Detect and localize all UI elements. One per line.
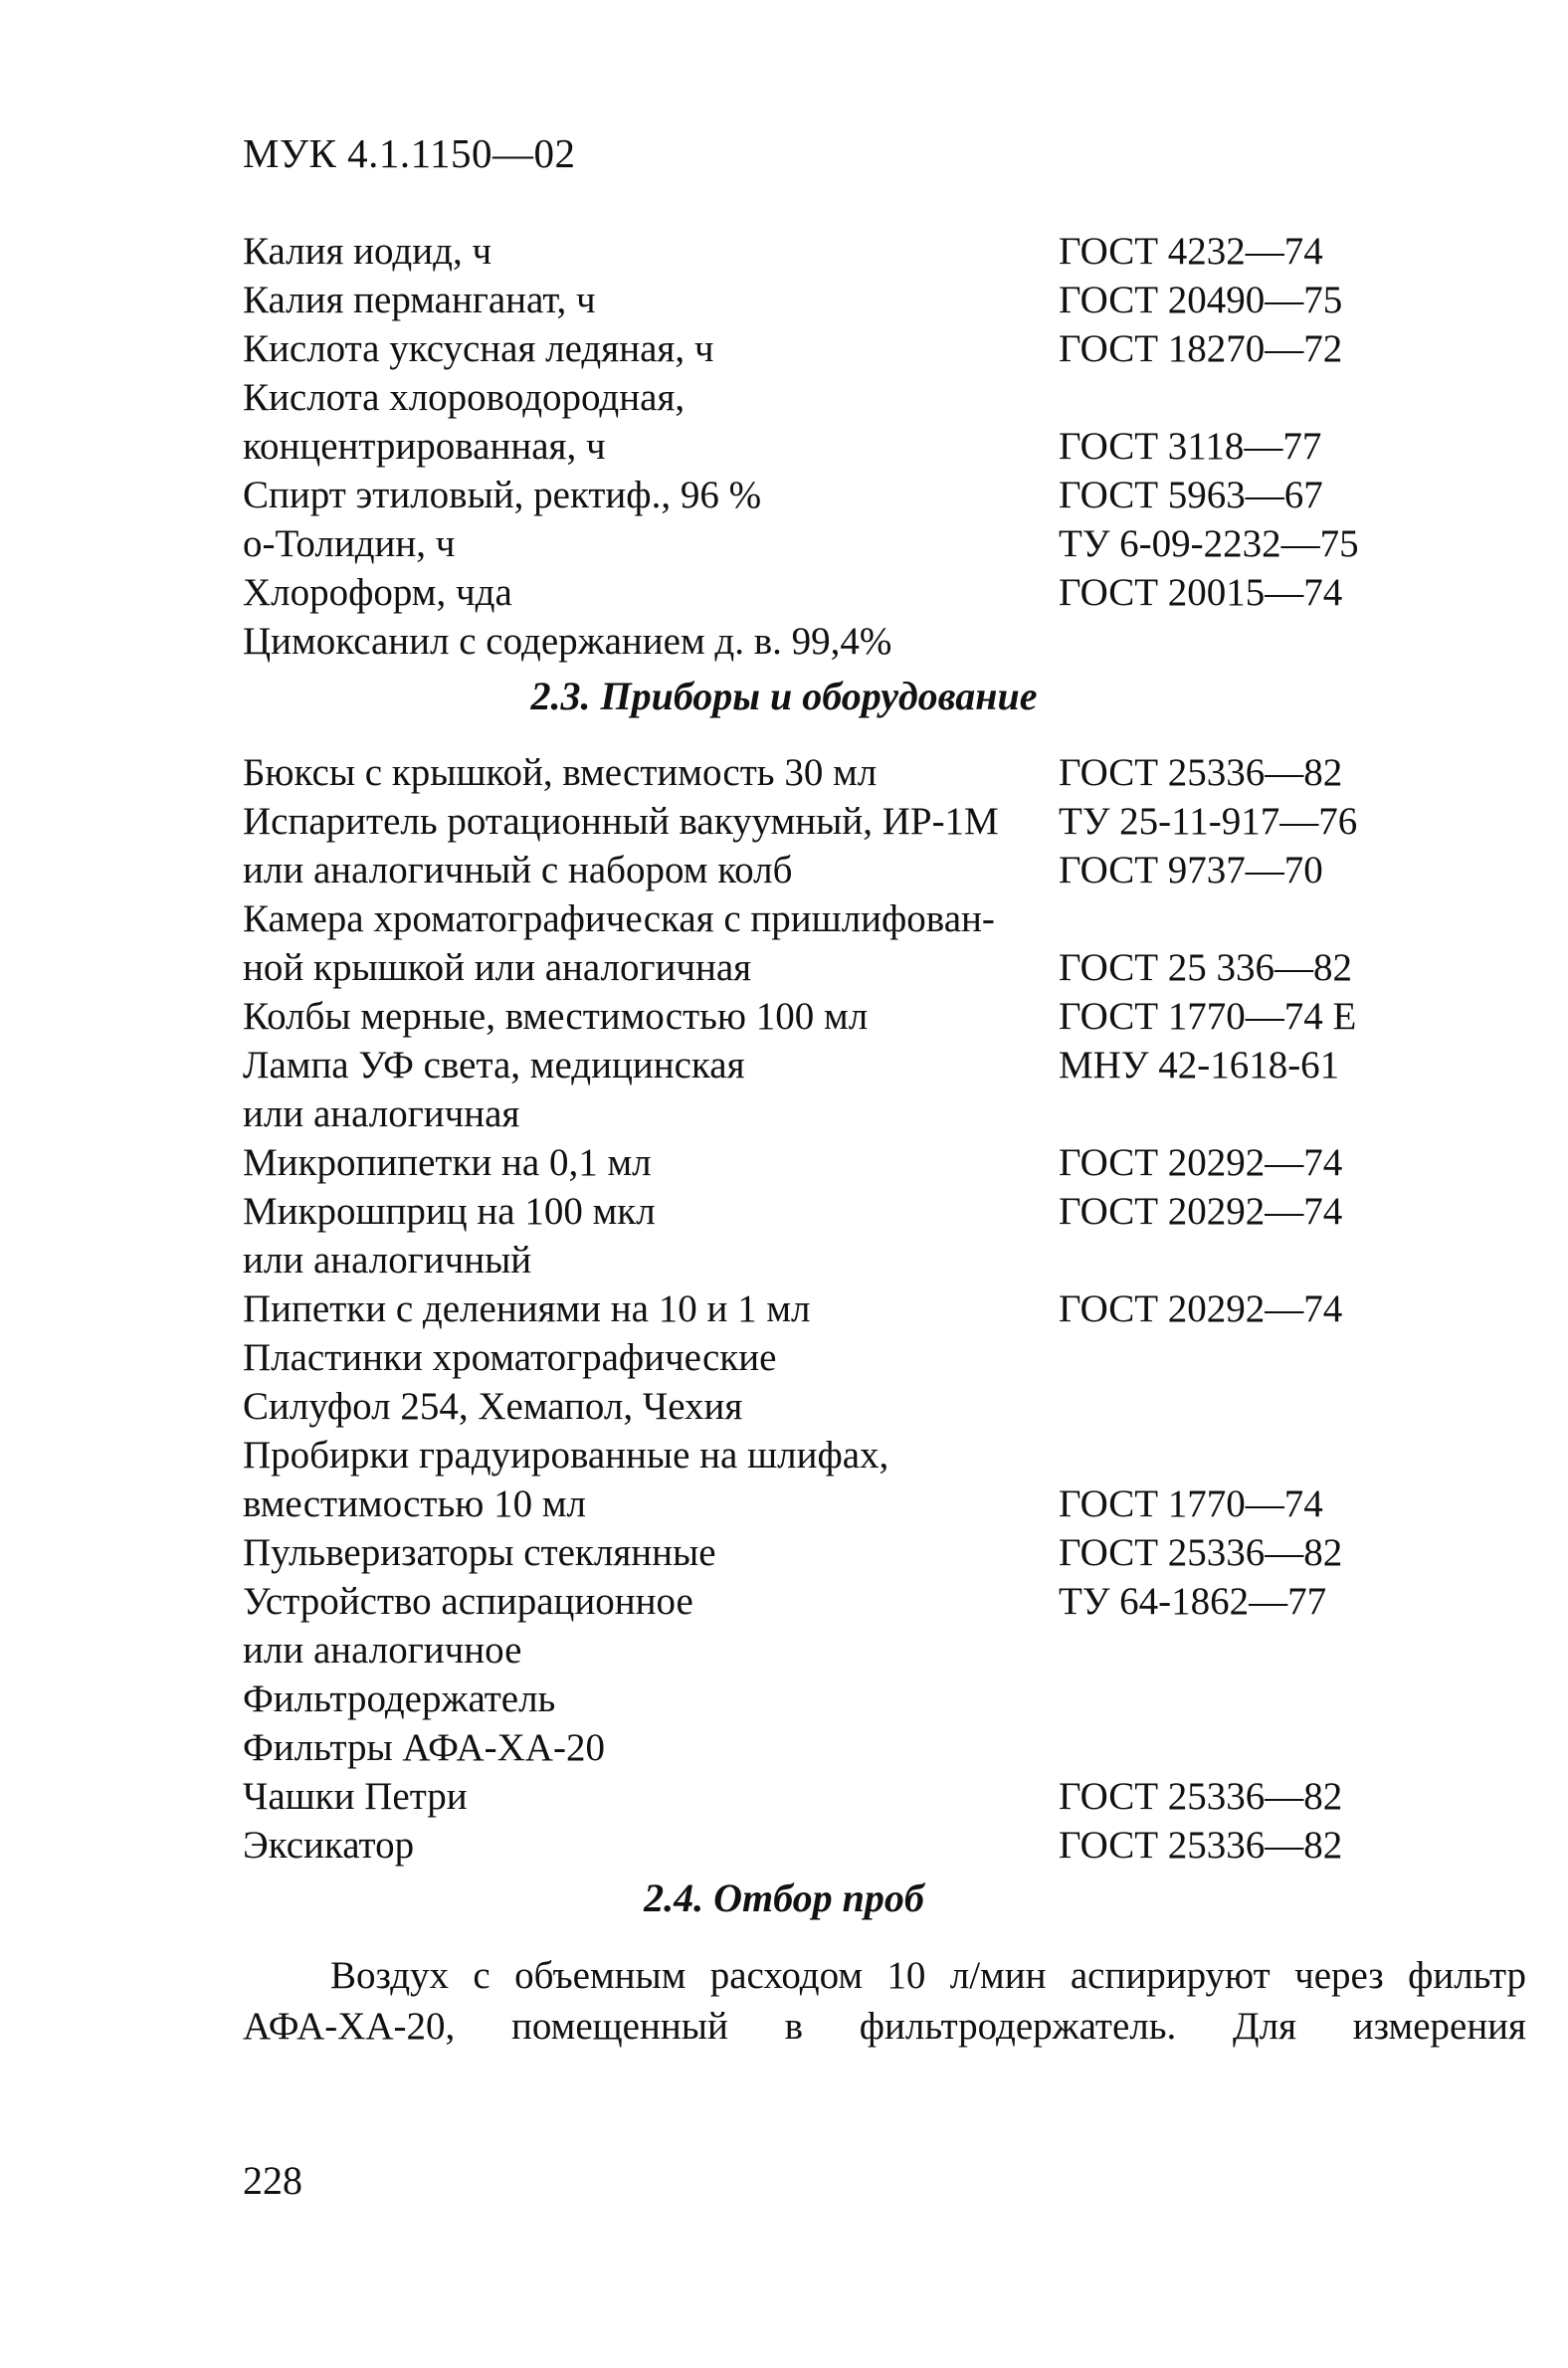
standard-code: ГОСТ 1770—74 Е	[1059, 995, 1357, 1038]
standard-code: ГОСТ 25336—82	[1059, 751, 1343, 794]
standard-code: ГОСТ 1770—74	[1059, 1482, 1323, 1525]
list-row	[243, 1772, 1397, 1821]
list-row	[243, 1089, 1397, 1138]
standard-code: ГОСТ 25336—82	[1059, 1531, 1343, 1574]
standard-code: ГОСТ 20292—74	[1059, 1287, 1343, 1330]
item-name: Силуфол 254, Хемапол, Чехия	[243, 1385, 743, 1428]
item-name: Бюксы с крышкой, вместимость 30 мл	[243, 751, 878, 794]
item-name: Хлороформ, чда	[243, 571, 512, 614]
list-row	[243, 1333, 1397, 1382]
item-name: Пластинки хроматографические	[243, 1336, 777, 1379]
list-row	[243, 1626, 1397, 1675]
list-row	[243, 519, 1397, 568]
list-row	[243, 1480, 1397, 1528]
item-name: Цимоксанил с содержанием д. в. 99,4%	[243, 620, 892, 663]
item-name: концентрированная, ч	[243, 425, 606, 468]
item-name: или аналогичная	[243, 1092, 520, 1135]
list-row	[243, 1821, 1397, 1870]
list-row	[243, 894, 1397, 943]
list-row	[243, 846, 1397, 894]
item-name: Пробирки градуированные на шлифах,	[243, 1434, 889, 1477]
section-title-instruments: 2.3. Приборы и оборудование	[530, 674, 1038, 718]
list-row	[243, 1187, 1397, 1236]
item-name: Микрошприц на 100 мкл	[243, 1190, 656, 1233]
page-number: 228	[243, 2158, 302, 2203]
document-code-header: МУК 4.1.1150—02	[243, 130, 576, 176]
list-row	[243, 992, 1397, 1041]
list-row	[243, 1382, 1397, 1431]
item-name: Кислота хлороводородная,	[243, 376, 686, 419]
item-name: Пипетки с делениями на 10 и 1 мл	[243, 1287, 811, 1330]
list-row	[243, 373, 1397, 422]
list-row	[243, 422, 1397, 471]
list-row	[243, 943, 1397, 992]
item-name: Кислота уксусная ледяная, ч	[243, 327, 714, 370]
item-name: Фильтры АФА-ХА-20	[243, 1726, 605, 1769]
item-name: Эксикатор	[243, 1824, 415, 1867]
list-row	[243, 324, 1397, 373]
standard-code: ГОСТ 25336—82	[1059, 1824, 1343, 1867]
standard-code: ТУ 6-09-2232—75	[1059, 522, 1359, 565]
list-row	[243, 1284, 1397, 1333]
list-row	[243, 227, 1397, 276]
list-row	[243, 1528, 1397, 1577]
list-row	[243, 1723, 1397, 1772]
item-name: Калия перманганат, ч	[243, 279, 596, 321]
standard-code: ГОСТ 20015—74	[1059, 571, 1343, 614]
list-row	[243, 617, 1397, 666]
list-row	[243, 1041, 1397, 1089]
item-name: или аналогичный с набором колб	[243, 849, 793, 891]
item-name: Испаритель ротационный вакуумный, ИР-1М	[243, 800, 999, 843]
item-name: Устройство аспирационное	[243, 1580, 693, 1623]
standard-code: ГОСТ 3118—77	[1059, 425, 1322, 468]
standard-code: ГОСТ 20292—74	[1059, 1141, 1343, 1184]
item-name: Камера хроматографическая с пришлифован-	[243, 897, 995, 940]
standard-code: ГОСТ 18270—72	[1059, 327, 1343, 370]
standard-code: ТУ 25-11-917—76	[1059, 800, 1358, 843]
item-name: Фильтродержатель	[243, 1677, 556, 1720]
item-name: Калия иодид, ч	[243, 230, 492, 273]
item-name: Пульверизаторы стеклянные	[243, 1531, 716, 1574]
list-row	[243, 748, 1397, 797]
item-name: Чашки Петри	[243, 1775, 468, 1818]
standard-code: ГОСТ 25 336—82	[1059, 946, 1353, 989]
list-row	[243, 276, 1397, 324]
standard-code: МНУ 42-1618-61	[1059, 1044, 1340, 1086]
standard-code: ГОСТ 25336—82	[1059, 1775, 1343, 1818]
item-name: или аналогичный	[243, 1239, 532, 1282]
list-row	[243, 1577, 1397, 1626]
list-row	[243, 1675, 1397, 1723]
item-name: о-Толидин, ч	[243, 522, 456, 565]
item-name: Микропипетки на 0,1 мл	[243, 1141, 652, 1184]
section-title-sampling: 2.4. Отбор проб	[644, 1875, 924, 1920]
item-name: ной крышкой или аналогичная	[243, 946, 752, 989]
item-name: Лампа УФ света, медицинская	[243, 1044, 745, 1086]
standard-code: ГОСТ 4232—74	[1059, 230, 1323, 273]
list-row	[243, 1138, 1397, 1187]
sampling-paragraph	[243, 1950, 1526, 2052]
standard-code: ТУ 64-1862—77	[1059, 1580, 1327, 1623]
standard-code: ГОСТ 20490—75	[1059, 279, 1343, 321]
paragraph-line: Воздух с объемным расходом 10 л/мин аспирируют через фильтр	[330, 1954, 1526, 1997]
list-row	[243, 1236, 1397, 1284]
standard-code: ГОСТ 5963—67	[1059, 474, 1323, 516]
item-name: Спирт этиловый, ректиф., 96 %	[243, 474, 762, 516]
standard-code: ГОСТ 9737—70	[1059, 849, 1323, 891]
list-row	[243, 1431, 1397, 1480]
item-name: вместимостью 10 мл	[243, 1482, 587, 1525]
equipment-list	[243, 748, 1397, 1870]
standard-code: ГОСТ 20292—74	[1059, 1190, 1343, 1233]
item-name: Колбы мерные, вместимостью 100 мл	[243, 995, 869, 1038]
list-row	[243, 797, 1397, 846]
list-row	[243, 568, 1397, 617]
item-name: или аналогичное	[243, 1629, 522, 1672]
reagents-list	[243, 227, 1397, 666]
paragraph-line: АФА-ХА-20, помещенный в фильтродержатель. Для измерения	[243, 2005, 1526, 2048]
list-row	[243, 471, 1397, 519]
